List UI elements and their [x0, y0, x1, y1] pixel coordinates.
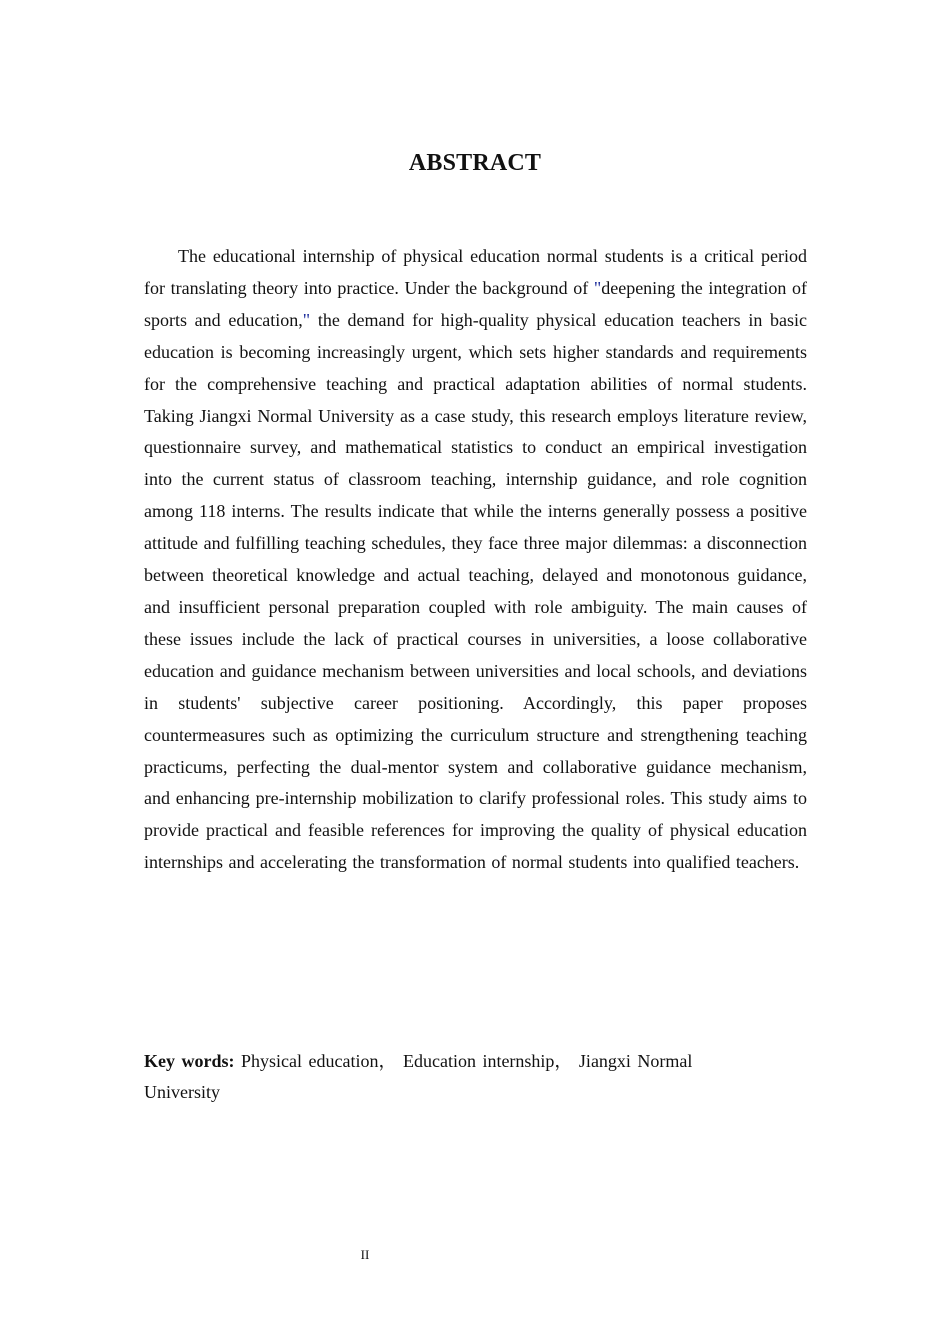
abstract-text-part-2: the demand for high-quality physical education teachers in basic education is becoming increasingly urgent, which sets higher standards and requirements for the comprehensive teaching and practical adaptation abilities of normal students. Taking Jiangxi Normal University as a case study, this research employs literature review, questionnaire survey, and mathematical statistics to conduct an empirical investigation into the current status of classroom teaching, internship guidance, and role cognition among 118 interns. The results indicate that while the interns generally possess a positive attitude and fulfilling teaching schedules, they face three major dilemmas: a disconnection between theoretical knowledge and actual teaching, delayed and monotonous guidance, and insufficient personal preparation coupled with role ambiguity. The main causes of these issues include the lack of practical courses in universities, a loose collaborative education and guidance mechanism between universities and local schools, and deviations in students' subjective career positioning. Accordingly, this paper proposes countermeasures such as optimizing the curriculum structure and strengthening teaching practicums, perfecting the dual-mentor system and collaborative guidance mechanism, and enhancing pre-internship mobilization to clarify professional roles. This study aims to provide practical and feasible references for improving the quality of physical education internships and accelerating the transformation of normal students into qualified teachers. — [144, 309, 807, 873]
abstract-text-part-1: The educational internship of physical education normal students is a critical period for translating theory into practice. Under the background of — [144, 246, 807, 298]
abstract-quoted-phrase: deepening the integration of sports and education, — [144, 277, 807, 330]
close-quote-mark: " — [302, 309, 311, 330]
page-number: II — [360, 1247, 370, 1262]
keywords-label: Key words: — [144, 1051, 235, 1071]
abstract-body — [144, 241, 807, 879]
keywords-text: Physical education， Education internship， Jiangxi Normal University — [144, 1051, 693, 1102]
abstract-title: ABSTRACT — [408, 150, 542, 176]
keywords-line — [144, 1046, 764, 1108]
open-quote-mark: " — [593, 277, 602, 298]
